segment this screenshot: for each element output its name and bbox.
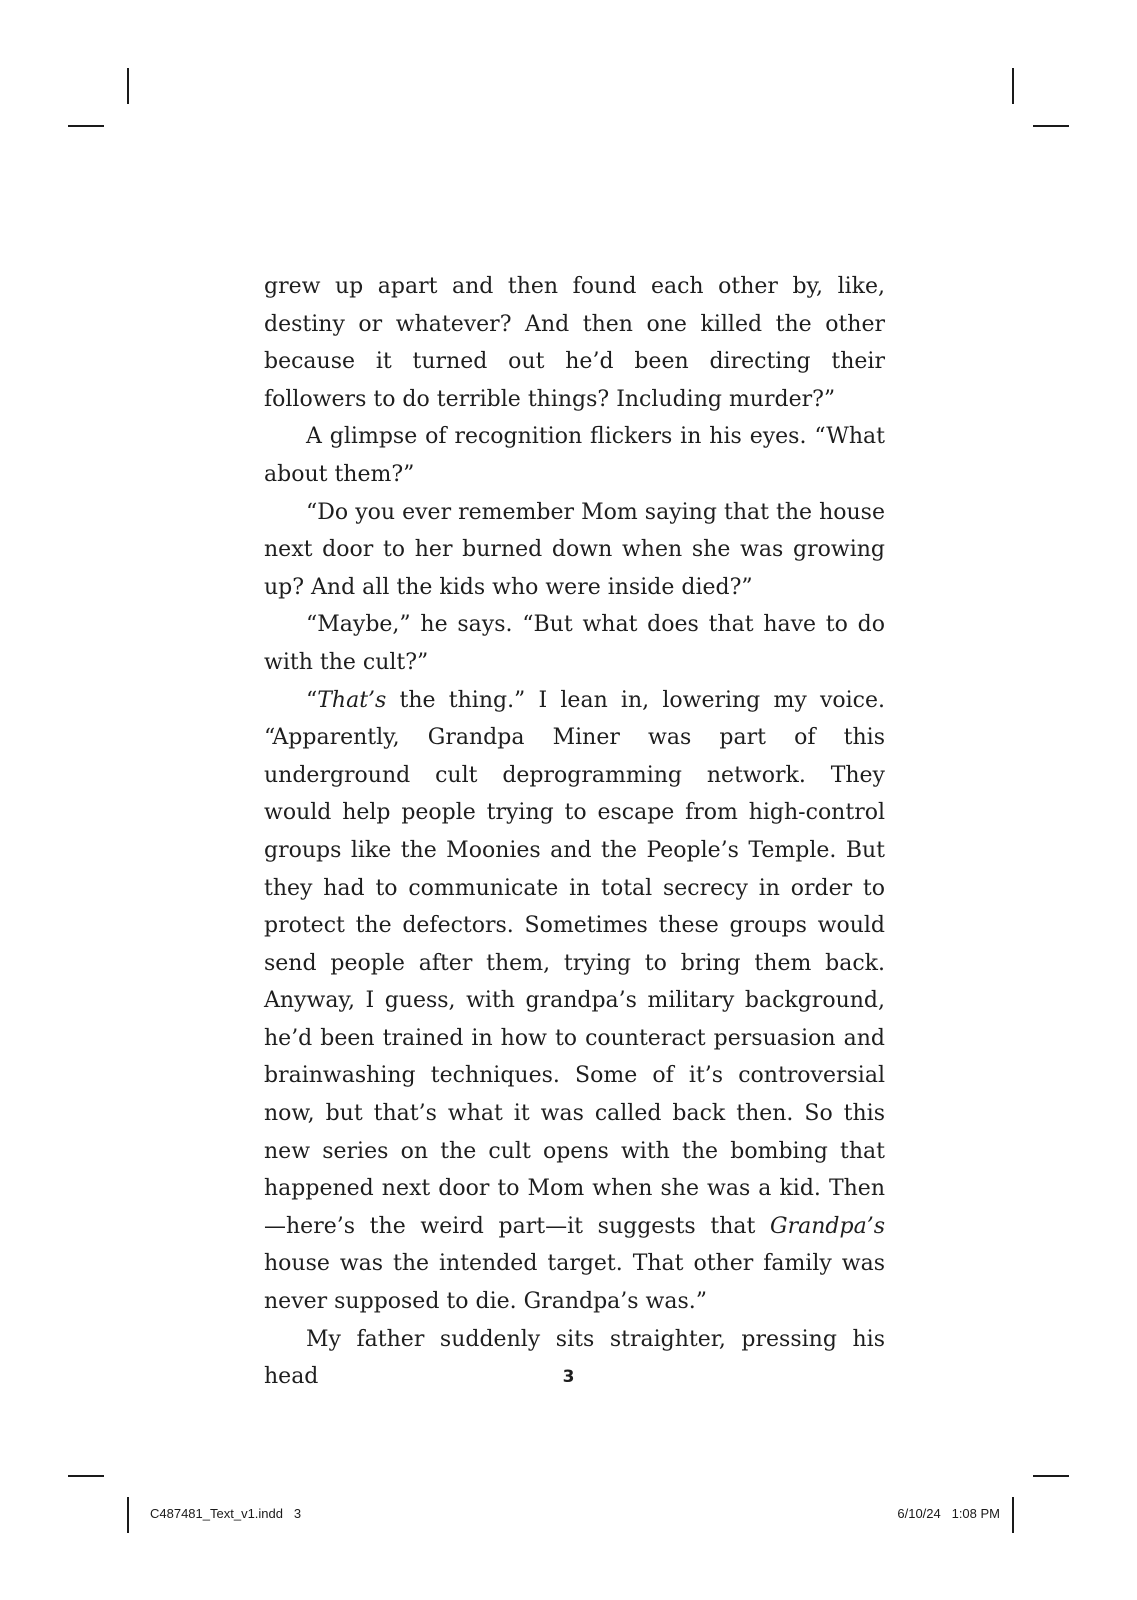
italic-text: That’s <box>317 687 387 713</box>
paragraph: “Do you ever remember Mom saying that the house next door to her burned down when she was growing up? And all the kids who were inside died?” <box>264 499 885 600</box>
page-number: 3 <box>562 1367 575 1387</box>
crop-mark-top-right-vertical <box>1012 68 1014 104</box>
paragraph <box>264 682 885 1321</box>
crop-mark-bottom-left-horizontal <box>68 1475 104 1477</box>
body-text <box>264 268 885 1396</box>
paragraph: “Maybe,” he says. “But what does that have to do with the cult?” <box>264 612 885 675</box>
paragraph: A glimpse of recognition flickers in his eyes. “What about them?” <box>264 424 885 487</box>
text-run: house was the intended target. That other family was never supposed to die. Grandpa’s was.” <box>264 1251 885 1315</box>
text-run: the thing.” I lean in, lowering my voice. “Apparently, Grandpa Miner was part of this underground cult deprogramming network. They would help people trying to escape from high-control groups like the Moonies and the People’s Temple. But they had to communicate in total secrecy in order to protect the defectors. Sometimes these groups would send people after them, trying to bring them back. Anyway, I guess, with grandpa’s military background, he’d been trained in how to counteract persuasion and brainwashing techniques. Some of it’s controversial now, but that’s what it was called back then. So this new series on the cult opens with the bombing that happened next door to Mom when she was a kid. Then—here’s the weird part—it suggests that <box>264 687 885 1239</box>
crop-mark-top-right-horizontal <box>1033 125 1069 127</box>
italic-text: Grandpa’s <box>770 1213 885 1239</box>
crop-mark-bottom-right-vertical <box>1012 1497 1014 1533</box>
crop-mark-top-left-vertical <box>127 68 129 104</box>
paragraph: My father suddenly sits straighter, pressing his head <box>264 1326 885 1390</box>
crop-mark-bottom-right-horizontal <box>1033 1475 1069 1477</box>
text-run: “ <box>306 687 318 713</box>
slug-filename: C487481_Text_v1.indd 3 <box>150 1506 302 1521</box>
paragraph: grew up apart and then found each other by, like, destiny or whatever? And then one killed the other because it turned out he’d been directing their followers to do terrible things? Including murder?” <box>264 274 885 412</box>
crop-mark-top-left-horizontal <box>68 125 104 127</box>
slug-timestamp: 6/10/24 1:08 PM <box>897 1506 1000 1521</box>
crop-mark-bottom-left-vertical <box>127 1497 129 1533</box>
